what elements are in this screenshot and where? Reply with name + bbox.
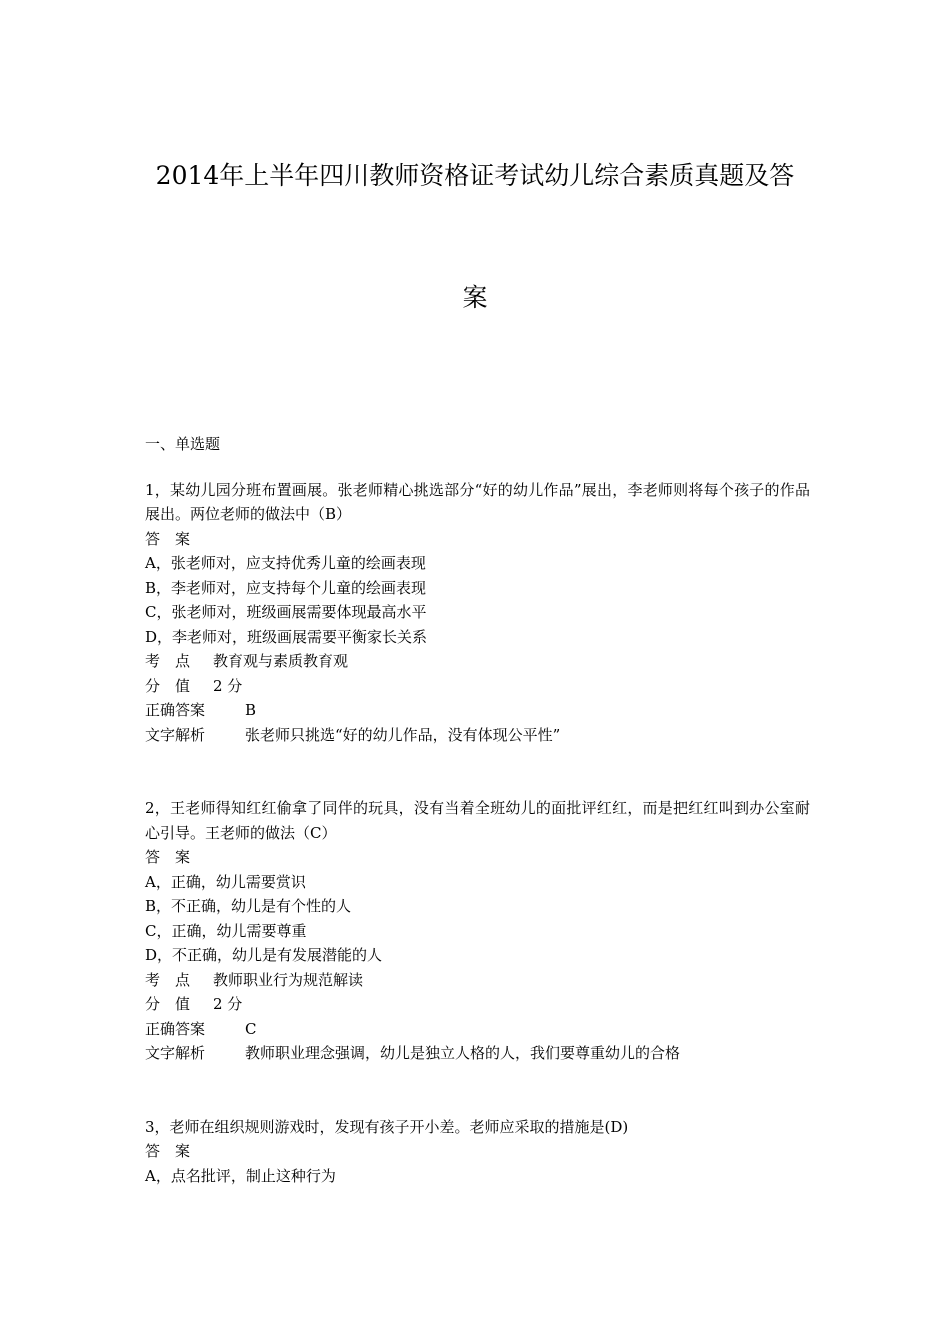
option-b: B，李老师对，应支持每个儿童的绘画表现	[145, 578, 427, 597]
question-stem: 1，某幼儿园分班布置画展。张老师精心挑选部分“好的幼儿作品”展出，李老师则将每个孩子的作品展出。两位老师的做法中（B）	[145, 480, 810, 523]
section-heading: 一、单选题	[145, 435, 221, 453]
analysis-label: 文字解析	[145, 1044, 206, 1062]
topic-row	[145, 968, 810, 993]
question-1	[145, 478, 810, 748]
score-row	[145, 992, 810, 1017]
answer-label-row	[145, 845, 810, 870]
question-stem: 3，老师在组织规则游戏时，发现有孩子开小差。老师应采取的措施是(D)	[145, 1117, 629, 1136]
answer-label: 答案	[145, 848, 206, 866]
document-body	[145, 432, 810, 1237]
correct-answer-label: 正确答案	[145, 701, 206, 719]
score-label: 分值	[145, 995, 206, 1013]
score-label: 分值	[145, 676, 206, 695]
answer-label: 答案	[145, 529, 206, 548]
score-value: 2 分	[213, 676, 243, 695]
question-stem: 2，王老师得知红红偷拿了同伴的玩具，没有当着全班幼儿的面批评红红，而是把红红叫到办公室耐心引导。王老师的做法（C）	[145, 799, 810, 842]
option-d: D，不正确，幼儿是有发展潜能的人	[145, 946, 383, 964]
option-b: B，不正确，幼儿是有个性的人	[145, 897, 352, 915]
option-a: A，点名批评，制止这种行为	[145, 1166, 336, 1185]
option-a: A，正确，幼儿需要赏识	[145, 872, 306, 891]
score-row	[145, 674, 810, 699]
analysis-value: 教师职业理念强调，幼儿是独立人格的人，我们要尊重幼儿的合格	[245, 1044, 681, 1062]
answer-label-row	[145, 1139, 810, 1164]
correct-answer-label: 正确答案	[145, 1019, 206, 1038]
option-a: A，张老师对，应支持优秀儿童的绘画表现	[145, 554, 426, 572]
correct-answer-row	[145, 698, 810, 723]
question-3	[145, 1115, 810, 1189]
topic-row	[145, 649, 810, 674]
answer-label: 答案	[145, 1142, 206, 1160]
document-title-line-1: 2014年上半年四川教师资格证考试幼儿综合素质真题及答	[155, 161, 795, 190]
topic-value: 教育观与素质教育观	[213, 652, 349, 670]
question-2	[145, 796, 810, 1066]
analysis-row	[145, 723, 810, 748]
option-c: C，张老师对，班级画展需要体现最高水平	[145, 603, 427, 621]
analysis-label: 文字解析	[145, 725, 206, 744]
answer-label-row	[145, 527, 810, 552]
option-d: D，李老师对，班级画展需要平衡家长关系	[145, 627, 428, 646]
analysis-row	[145, 1041, 810, 1066]
correct-answer-value: B	[245, 701, 257, 719]
topic-label: 考点	[145, 970, 206, 989]
option-c: C，正确，幼儿需要尊重	[145, 921, 307, 940]
correct-answer-row	[145, 1017, 810, 1042]
correct-answer-value: C	[245, 1019, 257, 1038]
document-title-line-2: 案	[462, 283, 488, 312]
topic-value: 教师职业行为规范解读	[213, 970, 364, 989]
score-value: 2 分	[213, 995, 243, 1013]
topic-label: 考点	[145, 652, 206, 670]
analysis-value: 张老师只挑选“好的幼儿作品，没有体现公平性”	[245, 725, 561, 744]
